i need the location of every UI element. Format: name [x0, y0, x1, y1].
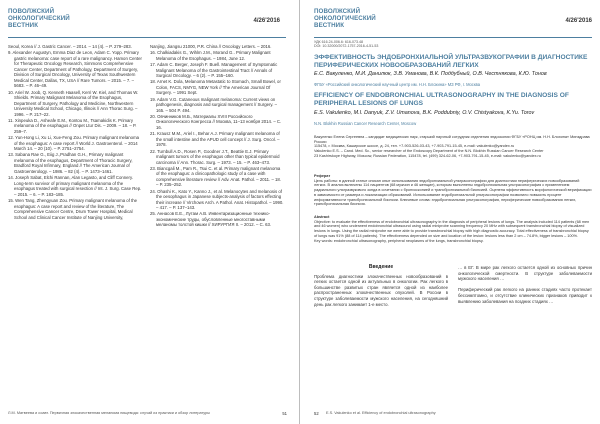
intro-text-2: … в ЕГ. В мире рак легкого остается одной из основных причин онкологической смертности. В структуре заболеваемости мужского населения … Периферический рак легкого на ранних стадиях часто протекает бессимптомно, и отсутствие клинических признаков приводит к выявлению заболевания на поздних стадиях … [458, 265, 592, 304]
reference-item: 12. Yun-Hong Li, Xu Li, Xue-Feng Zou. Primary malignant melanoma of the esophagus: A case report // World J. Gastroenterol. – 2014 March 14. – 20 (10). – P. 2751–2754. [8, 135, 140, 152]
intro-heading: Введение [368, 264, 394, 270]
abstract-ru [314, 174, 592, 207]
reference-item: 19. Adam V.G. Cutaneous malignant melanoma: Current views on pathogenesis, diagnosis and surgical management // Surgery. – 165. – 504 P. 494. [150, 96, 278, 113]
journal-name [314, 8, 592, 30]
issue-number: 4/26'2016 [565, 18, 592, 24]
reference-item: 25. Аннасов Е.Е., Лутам А.В. Инвентаризационные технико-экономические труды, обусловленные многоставными меланомы толстой кишки // ХИРУРГИЯ II. – 2012. – С. 63. [150, 211, 272, 228]
page-footer: Л.М. Матвеева и соавт. Первичная злокачественная меланома пищевода: случай из практики и обзор литературы [8, 411, 210, 415]
right-header [314, 8, 592, 36]
authors-en: E.S. Vakulenko, M.I. Danyuk, Z.V. Umanova, B.K. Poddubniy, O.V. Chistyakova, K.Yu. Torov [314, 110, 535, 116]
reference-item: 10. Ariel W. Joob, Q. Kenneth Haasell, Kerri W. Kiel, and Thomas W. Shields. Primary Malignant Melanoma of the Esophagus, Department of Surgery, Pathology and Medicine, Northwestern University Medical School, Chicago, Illinois // Ann Thorac Surg. – 1996. – P. 217–22. [8, 89, 139, 117]
intro-text-1: Проблема диагностики злокачественных новообразований в легких остается одной из актуальных в онкологии. Рак легкого в большинстве развитых стран является одной из наиболее распространенных злокачественных опухолей. В России в структуре заболеваемости мужского населения, на сегодняшний день рак легкого занимает 1-е место. [314, 273, 448, 307]
author-contact: Вакуленко Елена Сергеевна – кандидат медицинских наук, старший научный сотрудник отделения эндоскопии ФГБУ «РОНЦ им. Н.Н. Блохина» Минздрава России 115478, г. Москва, Каширское шоссе, д. 24, тел. +7-903-526-03-43, +7-903-791-15-45, e-mail: vakulenko@yandex.ru Vakulenko E.S. – Cand. Med. Sc., senior researcher of the Endoscopy Department of the N.N. Blokhin Russian Cancer Research Center 23 Kashirskoye Highway, Moscow, Russian Federation, 115478, tel. (499) 324-62-06, +7-903-791-15-45, e-mail: vakulenko@yandex.ru [314, 135, 590, 158]
reference-item: 20. Овчинников М.Б., Материалы XVIII Российского Онкологического Конгресса // Москва, 11–13 ноября 2014. – С. 16. [150, 113, 282, 130]
keywords-en: Key words: endobronchial ultrasonography, peripheral neoplasms of the lungs, transbronchial biopsy. [314, 238, 484, 243]
article-meta: УДК 616.24-006.6: 616-073.48 DOI: 10.32000/2072-1757-2016-4-51-53 [314, 40, 379, 49]
header-rule [314, 37, 592, 38]
issue-number: 4/26'2016 [253, 18, 280, 24]
reference-item: 22. Turnbull A.D., Rosen P., Goodner J.T., Beattie E.J. Primary malignant tumors of the esophagus other than typical epidermoid carcinoma // Ann. Thorac. Surg. – 1973. – 15. – P. 463–473. [150, 148, 280, 165]
journal-name [8, 8, 286, 30]
reference-item: 14. Joseph Sabat, Elchi Rannan, Alan Legasto, and Cliff Connery. Long-term survivor of primary malignant melanoma of the esophagus treated with surgical resection // Int. J. Surg. Case Rep. – 2015. – 6. – P. 183–185. [8, 175, 142, 197]
left-header [8, 8, 286, 36]
intro-column-1 [314, 265, 448, 307]
affiliation-en: N.N. Blokhin Russian Cancer Research Center, Moscow [314, 121, 417, 126]
intro-column-2 [458, 265, 592, 307]
reference-item: Nanjing, Jiangsu 21000, P.R. China // Oncology Letters. – 2016. [150, 44, 272, 49]
journal-name-text: ПОВОЛЖСКИЙ ОНКОЛОГИЧЕСКИЙ ВЕСТНИК [314, 8, 376, 30]
abstract-en-text: Objective: to evaluate the effectiveness of endobronchial ultrasonography in the diagnosis of peripheral lesions of lungs. The analysis included 114 patients (68 men and 46 women) who underwent endobronchial ultrasound using radial miniprobe scanning frequency 20 MHz with subsequent transbronchial biopsy of visualized lesions in lungs. Using the radial miniprobe we were able to provide transbronchial biopsy with high diagnostic accuracy. Total effectiveness of transbronchial biopsy of lungs was 91% (88 of 114 patients). The effectiveness depended on size and location of the lesion: lesions less than 2 cm – 74.8%, bigger lesions – 100%. [314, 219, 590, 238]
abstract-en-label: Abstract [314, 215, 330, 219]
abstract-ru-text: Цель работы: в данной статье описан опыт использования эндобронхиальной ультрасонографии для диагностики периферических новообразований легких. В анализ включены 114 пациентов (68 мужчин и 46 женщин), которым выполнены эндобронхиальная ультрасонография с применением радиального ультразвукового зонда в сочетании с бронхоскопией и трансбронхиальной биопсией. Оценена эффективность морфологической верификации в зависимости от размера и локализации образований. Использование эндобронхиальной ультрасонографии позволило повысить процент информативности трансбронхиальной биопсии. Ключевые слова: эндобронхиальная ультрасонография, периферические новообразования легких, трансбронхиальная биопсия. [314, 178, 592, 207]
references-column-2 [150, 44, 284, 229]
reference-item: 18. Arnet K. Dola, Melanoma Metastatic to Stomach, Small Bowel, or Colon, FACS, NMYG, NEW York // The American Journal Of Surgery. – 1991 Sept. [150, 79, 281, 96]
reference-item: 21. Krausz M.M., Ariel I., Behar A.J. Primary malignant melanoma of the small intestine and the APUD cell concept // J. Surg. Oncol. – 1978. [150, 131, 280, 148]
affiliation-ru: ФГБУ «Российский онкологический научный центр им. Н.Н. Блохина» МЗ РФ, г. Москва [314, 82, 481, 87]
article-title-en: EFFICIENCY OF ENDOBRONCHIAL ULTRASONOGRAPHY IN THE DIAGNOSIS OF PERIPHERAL LESIONS OF LUNGS [314, 92, 569, 107]
page-footer: E.S. Vakulenko et al. Efficiency of endobronchial ultrasonography [326, 411, 436, 415]
abstract-ru-label: Реферат [314, 174, 331, 178]
journal-name-text: ПОВОЛЖСКИЙ ОНКОЛОГИЧЕСКИЙ ВЕСТНИК [8, 8, 70, 30]
page-number: 52 [314, 411, 319, 416]
reference-item: 17. Adam C. Berger, Joseph F. Buell. Management of Symptomatic Malignant Melanoma of the Gastrointestinal Tract // Annals of Surgical Oncology. – 6 (2). – P. 155–160. [150, 62, 278, 79]
reference-item: Seoul, Korea // J. Gastric Cancer. – 2014. – 14 (4). – P. 279–283. [8, 44, 132, 49]
header-rule [8, 37, 286, 38]
right-page [300, 0, 600, 424]
reference-item: 24. Ohashi K., Kato Y., Kanno J., et al. Melanocytes and melanosis of the oesophagus in Japanese subjects-analysis of factors effecting their increase // Virchows Arch. A Pathol. Anat. Histopathol. – 1990. – 417. – P. 137–143. [150, 188, 284, 211]
reference-item: 13. Sabana Rae G., Eiig J.,Pradhan G.H., Primary malignant melanoma of the esophagus, Department of Thoracic Surgery, Bradford Royal Infirmary, England // The American Journal of Gastroenterology. – 1986. – 82 (4). – P. 1473–1461. [8, 152, 133, 174]
reference-item: 23. Biancgali M., Pam R., Tsui C. et al. Primary malignant melanoma of the esophagus: a clinicopathologic study of a case with comprehensive literature review // Adv. Anat. Pathol. – 2011. – 18. – P. 235–252. [150, 165, 281, 188]
article-title-ru: ЭФФЕКТИВНОСТЬ ЭНДОБРОНХИАЛЬНОЙ УЛЬТРАЗВУКОГРАФИИ В ДИАГНОСТИКЕ ПЕРИФЕРИЧЕСКИХ НОВООБРАЗОВАНИЙ ЛЕГКИХ [314, 54, 588, 69]
reference-item: 16. Chalkiadakis G., Wihlm J.M., Morand G.. Primary Malignant Melanoma of the Esophagus. – 1984, June 12. [150, 50, 271, 61]
reference-item: 9. Alexander Augustyn, Emma Diaz de Leon, Adam C. Yopp. Primary gastric melanoma: case report of a rare malignancy. Hamon Center for Therapeutic Oncology Research, Simmons Comprehensive Cancer Center, Department of Pathology, Department of Surgery, Division of Surgical Oncology, University of Texas Southwestern Medical Center, Dallas, TX, USA // Rare Tumors. – 2015. – 7. – 5683. – P. 46–49. [8, 50, 142, 89]
references-column-1 [8, 44, 142, 221]
reference-item: 11. Xinpeuka D., Asheafe E.M., Kontou M., Tsamakidis K. Primary melanoma of the esophagus // Onpet Ltur Dis. – 2009. – 18. – P. 259–7. [8, 117, 137, 134]
page-number: 51 [282, 411, 287, 416]
authors-ru: Е.С. Вакуленко, М.И. Данилюк, З.В. Уманова, В.К. Поддубный, О.В. Честнякова, К.Ю. Тонов [314, 71, 547, 77]
reference-item: 15. Wen Tang, Zhengyuan Zou. Primary malignant melanoma of the esophagus: A case report and review of the literature, The Comprehensive Cancer Centre, Drum Tower Hospital, Medical School and Clinical Cancer Institute of Nanjing University, [8, 198, 138, 220]
abstract-en [314, 215, 592, 243]
introduction-section [314, 265, 592, 307]
